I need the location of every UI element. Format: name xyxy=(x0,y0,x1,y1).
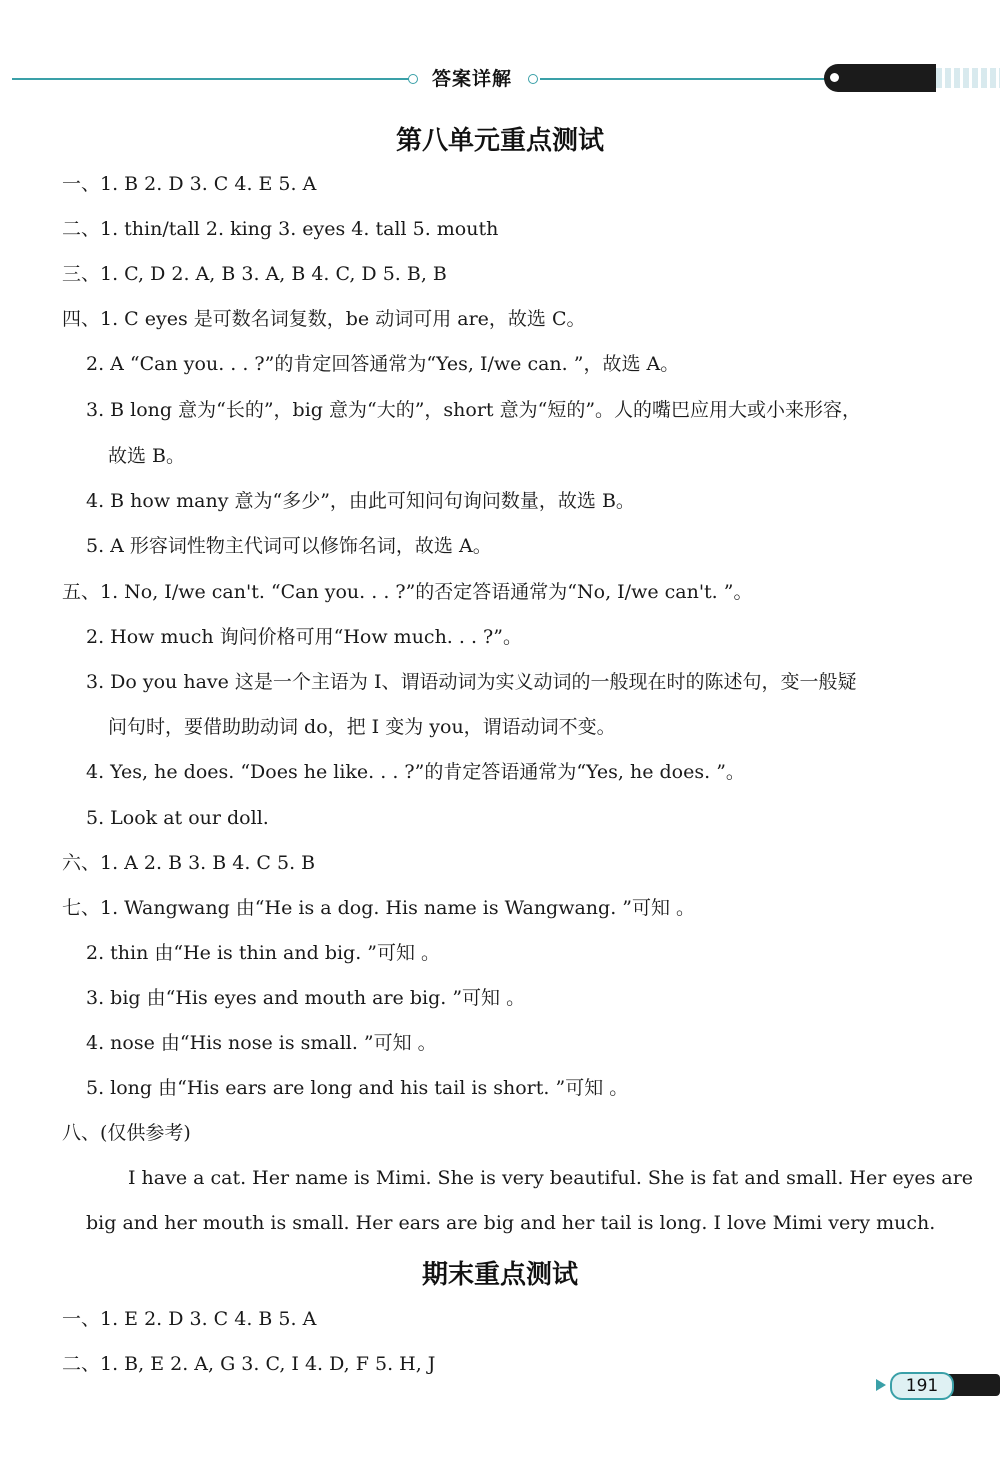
header-fade-decoration xyxy=(936,68,1000,88)
answer-line: 三、1. C, D 2. A, B 3. A, B 4. C, D 5. B, B xyxy=(62,263,447,285)
answer-line: 4. nose 由“His nose is small. ”可知 。 xyxy=(86,1032,437,1054)
header-tab-hole-icon xyxy=(830,73,839,82)
answer-line: 3. B long 意为“长的”，big 意为“大的”，short 意为“短的”。人的嘴巴应用大或小来形容， xyxy=(86,399,862,421)
answer-line: 五、1. No, I/we can't. “Can you. . . ?”的否定答语通常为“No, I/we can't. ”。 xyxy=(62,581,753,603)
answer-line: 六、1. A 2. B 3. B 4. C 5. B xyxy=(62,852,316,874)
header-dot-right-icon xyxy=(528,74,538,84)
answer-line: 2. A “Can you. . . ?”的肯定回答通常为“Yes, I/we can. ”，故选 A。 xyxy=(86,353,680,375)
answer-line: 5. Look at our doll. xyxy=(86,807,269,829)
header-title: 答案详解 xyxy=(432,68,513,90)
answer-line: 5. long 由“His ears are long and his tail is short. ”可知 。 xyxy=(86,1077,629,1099)
answer-line: 七、1. Wangwang 由“He is a dog. His name is Wangwang. ”可知 。 xyxy=(62,897,696,919)
answer-line: 一、1. B 2. D 3. C 4. E 5. A xyxy=(62,173,317,195)
page-header xyxy=(0,60,1000,100)
answer-line: 问句时，要借助助动词 do，把 I 变为 you，谓语动词不变。 xyxy=(108,716,616,738)
page-number-tab xyxy=(876,1372,1000,1398)
answer-line: 4. B how many 意为“多少”，由此可知问句询问数量，故选 B。 xyxy=(86,490,635,512)
header-dot-left-icon xyxy=(408,74,418,84)
page-number: 191 xyxy=(890,1372,954,1400)
answer-line: 一、1. E 2. D 3. C 4. B 5. A xyxy=(62,1308,317,1330)
section-title-final: 期末重点测试 xyxy=(421,1260,578,1290)
page-arrow-icon xyxy=(876,1379,886,1391)
sample-essay-line: I have a cat. Her name is Mimi. She is very beautiful. She is fat and small. Her eyes are xyxy=(128,1167,974,1189)
answer-line: 四、1. C eyes 是可数名词复数，be 动词可用 are，故选 C。 xyxy=(62,308,586,330)
section-title-unit8: 第八单元重点测试 xyxy=(395,126,604,156)
answer-line: 2. How much 询问价格可用“How much. . . ?”。 xyxy=(86,626,522,648)
answer-line: 二、1. B, E 2. A, G 3. C, I 4. D, F 5. H, J xyxy=(62,1353,436,1375)
sample-essay-line: big and her mouth is small. Her ears are big and her tail is long. I love Mimi very much. xyxy=(86,1212,936,1234)
answer-line: 4. Yes, he does. “Does he like. . . ?”的肯定答语通常为“Yes, he does. ”。 xyxy=(86,761,745,783)
answer-line: 5. A 形容词性物主代词可以修饰名词，故选 A。 xyxy=(86,535,492,557)
answer-line: 八、(仅供参考) xyxy=(62,1122,191,1144)
answer-line: 3. Do you have 这是一个主语为 I、谓语动词为实义动词的一般现在时的陈述句，变一般疑 xyxy=(86,671,857,693)
header-tab-decoration xyxy=(824,64,936,92)
header-rule-right xyxy=(540,78,830,80)
answer-line: 故选 B。 xyxy=(108,445,186,467)
answer-line: 2. thin 由“He is thin and big. ”可知 。 xyxy=(86,942,441,964)
answer-line: 二、1. thin/tall 2. king 3. eyes 4. tall 5. mouth xyxy=(62,218,499,240)
header-rule-left xyxy=(12,78,412,80)
answer-line: 3. big 由“His eyes and mouth are big. ”可知 。 xyxy=(86,987,526,1009)
